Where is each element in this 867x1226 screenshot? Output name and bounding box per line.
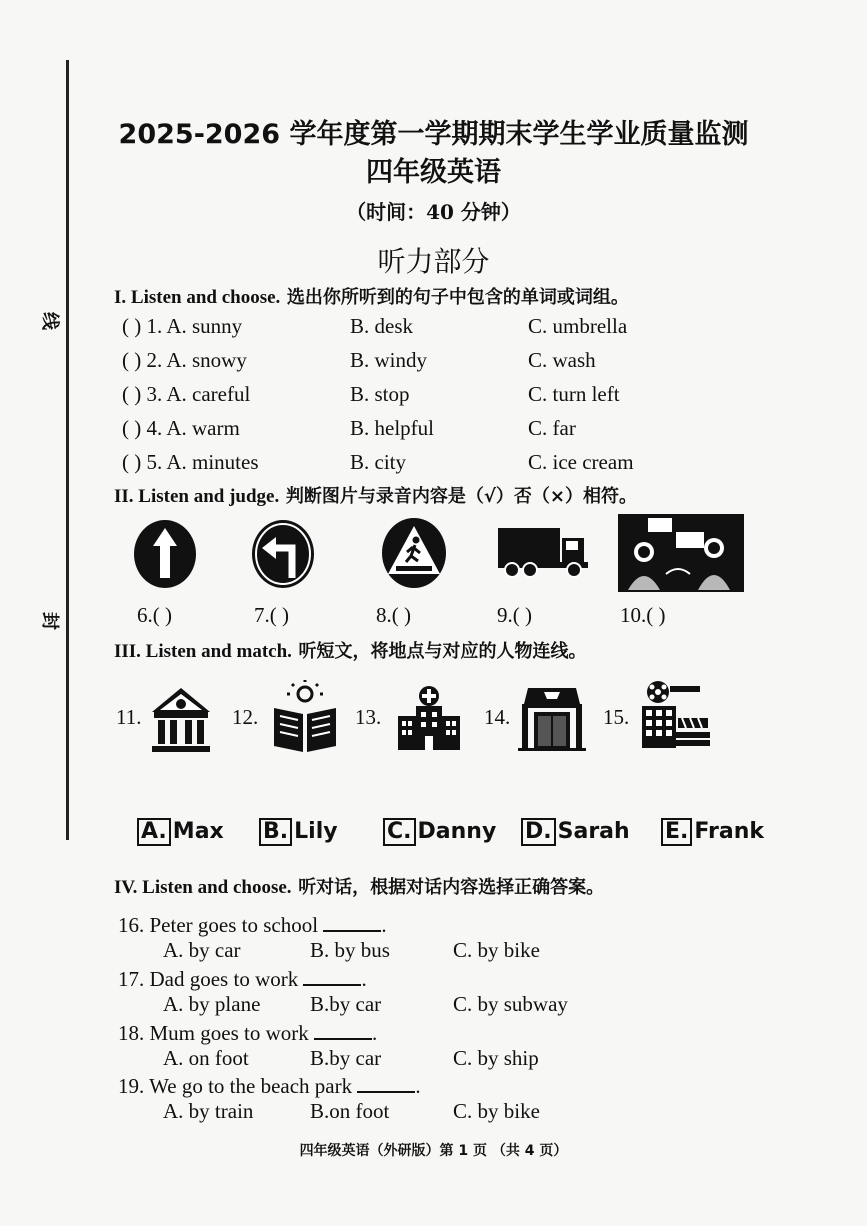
section-2-title-zh: 判断图片与录音内容是（√）否（×）相符。 — [285, 486, 637, 507]
q18-blank — [314, 1020, 372, 1040]
section-1-title-zh: 选出你所听到的句子中包含的单词或词组。 — [286, 287, 629, 308]
q19-stem-end: . — [415, 1074, 421, 1098]
person-d — [521, 818, 630, 846]
q13-label: 13. — [355, 705, 382, 729]
q2-option-c: C. wash — [528, 348, 596, 372]
part-title: 听力部分 — [377, 245, 490, 278]
turn-left-sign-icon — [250, 518, 316, 590]
q3-option-a: ( ) 3. A. careful — [122, 382, 251, 406]
q3-option-c: C. turn left — [528, 382, 620, 406]
person-c — [383, 818, 496, 846]
q16-option-c: C. by bike — [453, 938, 540, 962]
exam-subject: 四年级英语 — [366, 157, 501, 188]
section-3-title-en: III. Listen and match. — [114, 641, 292, 662]
q16-stem-text: 16. Peter goes to school — [118, 913, 319, 937]
section-4-title-zh: 听对话，根据对话内容选择正确答案。 — [298, 877, 605, 898]
q17-option-b: B.by car — [310, 992, 382, 1016]
q10-label: 10.( ) — [620, 603, 666, 627]
q17-stem-text: 17. Dad goes to work — [118, 967, 299, 991]
q19-stem — [118, 1073, 421, 1099]
person-d-name: Sarah — [557, 819, 630, 844]
q18-stem-end: . — [372, 1021, 378, 1045]
q16-option-a: A. by car — [163, 938, 241, 962]
section-3-heading — [114, 637, 587, 663]
crosswalk-sign-icon — [380, 516, 448, 590]
section-3-title-zh: 听短文，将地点与对应的人物连线。 — [298, 641, 587, 662]
q18-option-a: A. on foot — [163, 1046, 249, 1070]
person-a — [137, 818, 224, 846]
person-c-letter: C. — [383, 818, 416, 846]
q14-label: 14. — [484, 705, 511, 729]
q17-blank — [303, 966, 361, 986]
person-b-letter: B. — [259, 818, 292, 846]
q4-option-a: ( ) 4. A. warm — [122, 416, 240, 440]
q9-label: 9.( ) — [497, 603, 532, 627]
page-footer: 四年级英语（外研版）第 1 页 （共 4 页） — [299, 1143, 568, 1159]
q16-stem — [118, 912, 387, 938]
person-a-name: Max — [172, 819, 224, 844]
q15-label: 15. — [603, 705, 630, 729]
person-b — [259, 818, 338, 846]
q7-label: 7.( ) — [254, 603, 289, 627]
q18-option-c: C. by ship — [453, 1046, 539, 1070]
section-1-heading — [114, 283, 629, 309]
section-4-heading — [114, 873, 604, 899]
q12-label: 12. — [232, 705, 259, 729]
person-b-name: Lily — [294, 819, 338, 844]
section-2-heading — [114, 482, 637, 508]
q2-option-b: B. windy — [350, 348, 428, 372]
q8-label: 8.( ) — [376, 603, 411, 627]
q5-option-b: B. city — [350, 450, 406, 474]
museum-icon — [150, 686, 212, 754]
q19-option-a: A. by train — [163, 1099, 254, 1123]
q17-stem — [118, 966, 367, 992]
q6-label: 6.( ) — [137, 603, 172, 627]
q1-option-a: ( ) 1. A. sunny — [122, 314, 243, 338]
q17-stem-end: . — [361, 967, 367, 991]
q17-option-c: C. by subway — [453, 992, 568, 1016]
cinema-icon — [636, 678, 712, 754]
q18-stem-text: 18. Mum goes to work — [118, 1021, 309, 1045]
section-4-title-en: IV. Listen and choose. — [114, 877, 292, 898]
exam-time: （时间：40 分钟） — [346, 200, 521, 224]
hospital-icon — [394, 684, 464, 752]
q1-option-b: B. desk — [350, 314, 413, 338]
person-c-name: Danny — [417, 819, 497, 844]
exam-title: 2025-2026 学年度第一学期期末学生学业质量监测 — [118, 119, 749, 150]
section-1-title-en: I. Listen and choose. — [114, 287, 281, 308]
q2-option-a: ( ) 2. A. snowy — [122, 348, 247, 372]
person-a-letter: A. — [137, 818, 171, 846]
q11-label: 11. — [116, 705, 142, 729]
q4-option-b: B. helpful — [350, 416, 434, 440]
side-mark-line: 线 — [39, 312, 60, 330]
people-talking-icon — [618, 514, 744, 592]
q19-stem-text: 19. We go to the beach park — [118, 1074, 353, 1098]
person-d-letter: D. — [521, 818, 556, 846]
q19-option-c: C. by bike — [453, 1099, 540, 1123]
q19-option-b: B.on foot — [310, 1099, 390, 1123]
person-e-name: Frank — [694, 819, 764, 844]
q1-option-c: C. umbrella — [528, 314, 628, 338]
person-e — [661, 818, 764, 846]
person-e-letter: E. — [661, 818, 692, 846]
q4-option-c: C. far — [528, 416, 576, 440]
supermarket-icon — [516, 684, 588, 752]
q16-stem-end: . — [381, 913, 387, 937]
q3-option-b: B. stop — [350, 382, 410, 406]
q5-option-c: C. ice cream — [528, 450, 634, 474]
q19-blank — [357, 1073, 415, 1093]
section-2-title-en: II. Listen and judge. — [114, 486, 280, 507]
straight-arrow-sign-icon — [132, 518, 198, 590]
q16-blank — [323, 912, 381, 932]
library-book-icon — [270, 680, 340, 754]
q5-option-a: ( ) 5. A. minutes — [122, 450, 259, 474]
side-mark-seal: 封 — [39, 612, 60, 630]
q16-option-b: B. by bus — [310, 938, 390, 962]
q17-option-a: A. by plane — [163, 992, 261, 1016]
q18-option-b: B.by car — [310, 1046, 382, 1070]
truck-icon — [496, 524, 592, 580]
q18-stem — [118, 1020, 377, 1046]
